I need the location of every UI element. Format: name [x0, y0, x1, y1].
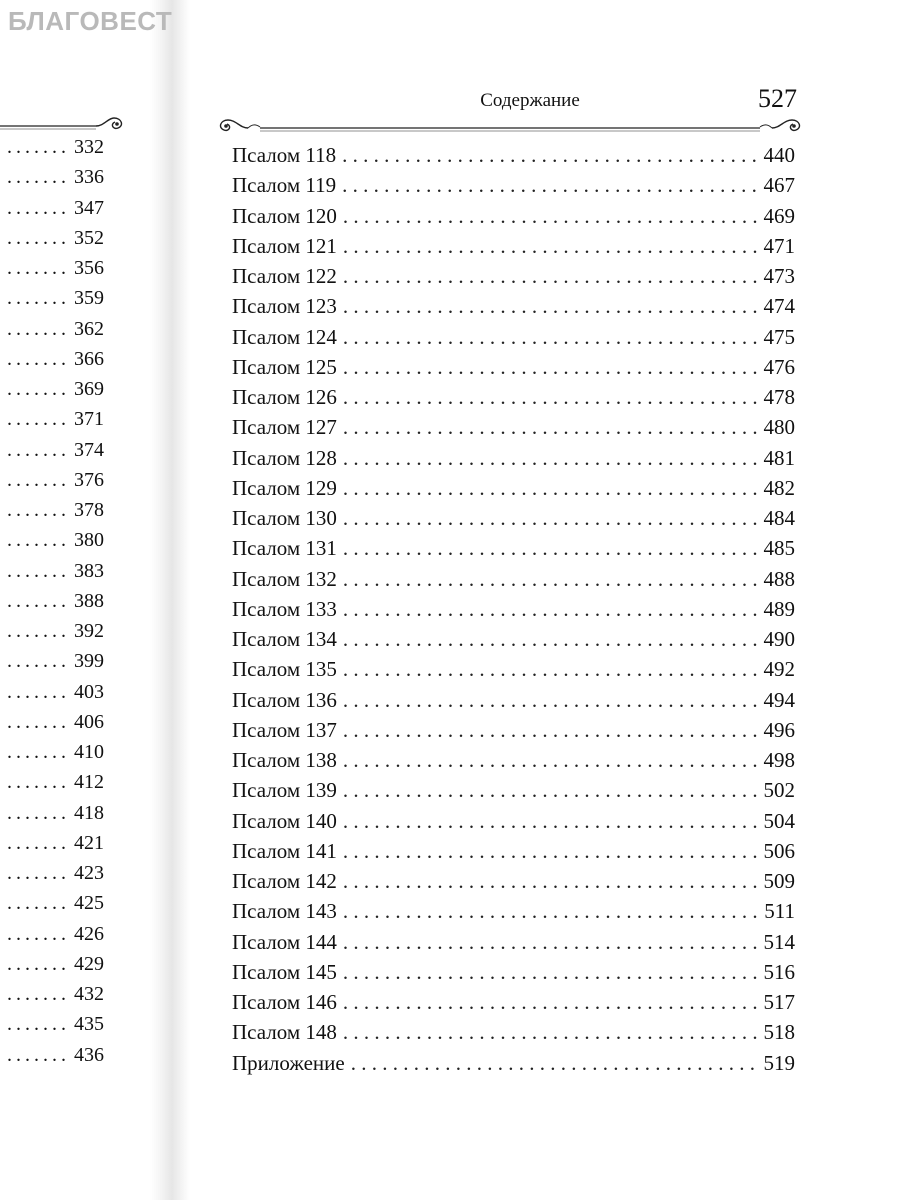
toc-entry-title: Псалом 131	[232, 536, 337, 561]
left-toc-page-number: 436	[74, 1043, 104, 1066]
toc-entry	[232, 745, 795, 775]
toc-entry	[232, 927, 795, 957]
toc-entry-page: 504	[763, 808, 795, 833]
left-toc-page-number: 423	[74, 862, 104, 884]
toc-entry-title: Псалом 119	[232, 173, 337, 198]
left-toc-page-number: 378	[74, 499, 104, 521]
dot-leader	[342, 170, 759, 200]
toc-entry-title: Псалом 136	[232, 687, 337, 712]
toc-entry-title: Псалом 134	[232, 627, 337, 651]
toc-entry	[232, 775, 795, 805]
toc-entry-title: Псалом 142	[232, 869, 337, 893]
toc-entry-page: 506	[763, 838, 795, 863]
toc-entry-title: Псалом 135	[232, 657, 337, 682]
dot-leader: .......	[7, 862, 70, 884]
toc-entry	[232, 1048, 795, 1078]
toc-entry	[232, 896, 795, 926]
toc-entry-title: Псалом 137	[232, 717, 337, 742]
toc-entry	[232, 594, 795, 624]
dot-leader: .......	[7, 438, 70, 461]
toc-entry	[232, 352, 795, 382]
page-number: 527	[758, 84, 797, 113]
left-toc-page-number: 366	[74, 347, 104, 370]
toc-entry-page: 484	[763, 506, 795, 530]
left-toc-entry	[0, 344, 104, 374]
toc-entry-page: 496	[763, 717, 795, 742]
toc-entry	[232, 261, 795, 291]
dot-leader: .......	[7, 983, 70, 1005]
left-toc-page-number: 356	[74, 257, 104, 279]
left-toc-page-number: 374	[74, 438, 104, 461]
toc-entry-title: Псалом 127	[232, 415, 337, 440]
dot-leader: .......	[7, 559, 70, 582]
left-toc-page-number: 352	[74, 226, 104, 249]
toc-entry	[232, 503, 795, 533]
left-toc-entry	[0, 737, 104, 767]
toc-entry	[232, 957, 795, 987]
toc-entry	[232, 322, 795, 352]
left-toc-page-number: 412	[74, 771, 104, 794]
dot-leader: .......	[7, 892, 70, 915]
left-toc-page-number: 383	[74, 559, 104, 582]
dot-leader	[343, 564, 760, 594]
toc-entry-page: 467	[763, 173, 795, 198]
left-toc-page-number: 336	[74, 166, 104, 189]
left-toc-entry	[0, 767, 104, 797]
toc-entry-page: 492	[763, 657, 795, 682]
left-toc-page-number: 432	[74, 983, 104, 1005]
dot-leader: .......	[7, 922, 70, 945]
toc-entry-page: 518	[763, 1020, 795, 1045]
dot-leader	[343, 231, 760, 261]
dot-leader: .......	[7, 166, 70, 189]
dot-leader	[343, 806, 760, 836]
left-toc-entry	[0, 828, 104, 858]
dot-leader: .......	[7, 771, 70, 794]
dot-leader	[351, 1048, 760, 1078]
toc-entry	[232, 987, 795, 1017]
dot-leader	[343, 957, 760, 987]
dot-leader: .......	[7, 468, 70, 491]
dot-leader	[343, 866, 760, 896]
left-toc-page-number: 388	[74, 589, 104, 612]
dot-leader: .......	[7, 1043, 70, 1066]
toc-entry-title: Псалом 133	[232, 596, 337, 621]
toc-entry	[232, 685, 795, 715]
dot-leader	[343, 412, 760, 442]
left-toc-page-number: 421	[74, 831, 104, 854]
left-toc-entry	[0, 374, 104, 404]
left-toc-entry	[0, 979, 104, 1009]
toc-entry-title: Псалом 139	[232, 778, 337, 803]
left-toc-entry	[0, 404, 104, 434]
left-toc-entry	[0, 556, 104, 586]
toc-entry-page: 489	[763, 596, 795, 621]
toc-entry	[232, 473, 795, 503]
dot-leader: .......	[7, 952, 70, 975]
dot-leader: .......	[7, 589, 70, 612]
dot-leader: .......	[7, 287, 70, 310]
dot-leader: .......	[7, 529, 70, 552]
left-toc-page-number: 359	[74, 287, 104, 310]
left-toc-page-number: 410	[74, 741, 104, 763]
left-toc-page-number: 426	[74, 922, 104, 945]
dot-leader: .......	[7, 317, 70, 340]
dot-leader	[343, 896, 760, 926]
toc-entry-title: Псалом 141	[232, 838, 337, 863]
toc-entry-page: 478	[763, 385, 795, 409]
toc-entry-title: Псалом 130	[232, 506, 337, 530]
toc-entry	[232, 382, 795, 412]
dot-leader	[343, 201, 760, 231]
dot-leader: .......	[7, 710, 70, 733]
toc-entry-page: 517	[763, 990, 795, 1014]
toc-entry-title: Псалом 121	[232, 233, 337, 258]
toc-entry-page: 480	[763, 415, 795, 440]
toc-entry-page: 494	[763, 687, 795, 712]
dot-leader	[343, 291, 760, 321]
dot-leader: .......	[7, 741, 70, 763]
left-toc-page-number: 380	[74, 529, 104, 552]
toc-entry	[232, 715, 795, 745]
toc-entry-title: Псалом 123	[232, 294, 337, 319]
dot-leader	[343, 624, 760, 654]
dot-leader: .......	[7, 801, 70, 824]
left-toc-page-number: 362	[74, 317, 104, 340]
toc-entry-title: Приложение	[232, 1050, 345, 1075]
left-toc-entry	[0, 435, 104, 465]
left-page	[0, 0, 150, 1200]
toc-entry-page: 516	[763, 959, 795, 984]
toc-entry-page: 481	[763, 445, 795, 470]
left-toc-entry	[0, 253, 104, 283]
dot-leader	[343, 533, 760, 563]
toc-entry	[232, 564, 795, 594]
left-page-number-list	[0, 132, 104, 1070]
left-toc-page-number: 347	[74, 196, 104, 219]
dot-leader	[343, 322, 760, 352]
left-toc-entry	[0, 193, 104, 223]
left-toc-entry	[0, 1040, 104, 1070]
toc-entry-title: Псалом 144	[232, 929, 337, 954]
left-toc-page-number: 371	[74, 408, 104, 431]
left-toc-entry	[0, 132, 104, 162]
dot-leader	[343, 352, 760, 382]
toc-entry	[232, 231, 795, 261]
dot-leader	[343, 927, 760, 957]
left-toc-entry	[0, 646, 104, 676]
toc-entry	[232, 806, 795, 836]
toc-entry-page: 473	[763, 264, 795, 288]
toc-entry	[232, 1017, 795, 1047]
dot-leader: .......	[7, 1013, 70, 1036]
left-toc-entry	[0, 314, 104, 344]
left-toc-entry	[0, 949, 104, 979]
left-toc-page-number: 376	[74, 468, 104, 491]
dot-leader: .......	[7, 378, 70, 400]
left-toc-entry	[0, 1009, 104, 1039]
toc-entry-title: Псалом 138	[232, 748, 337, 772]
right-page	[190, 0, 900, 1200]
toc-entry-title: Псалом 143	[232, 899, 337, 924]
left-toc-entry	[0, 919, 104, 949]
toc-entry-page: 471	[763, 233, 795, 258]
toc-entry	[232, 170, 795, 200]
toc-entry	[232, 866, 795, 896]
toc-entry-title: Псалом 140	[232, 808, 337, 833]
running-title: Содержание	[480, 90, 580, 111]
toc-entry-page: 502	[763, 778, 795, 803]
dot-leader	[343, 654, 760, 684]
dot-leader	[343, 836, 760, 866]
left-toc-page-number: 332	[74, 136, 104, 158]
left-toc-entry	[0, 798, 104, 828]
toc-entry-page: 482	[763, 475, 795, 500]
dot-leader: .......	[7, 226, 70, 249]
toc-entry-title: Псалом 126	[232, 385, 337, 409]
left-toc-page-number: 429	[74, 952, 104, 975]
toc-entry-page: 488	[763, 566, 795, 591]
toc-entry-title: Псалом 145	[232, 959, 337, 984]
table-of-contents	[232, 140, 795, 1078]
toc-entry	[232, 624, 795, 654]
dot-leader: .......	[7, 680, 70, 703]
toc-entry-title: Псалом 148	[232, 1020, 337, 1045]
left-toc-entry	[0, 858, 104, 888]
dot-leader	[343, 503, 760, 533]
toc-entry-page: 485	[763, 536, 795, 561]
dot-leader	[343, 443, 760, 473]
dot-leader: .......	[7, 196, 70, 219]
dot-leader: .......	[7, 347, 70, 370]
toc-entry-page: 469	[763, 203, 795, 228]
dot-leader	[343, 261, 760, 291]
dot-leader	[343, 685, 760, 715]
dot-leader	[343, 1017, 760, 1047]
book-gutter	[150, 0, 190, 1200]
left-toc-page-number: 403	[74, 680, 104, 703]
toc-entry	[232, 443, 795, 473]
toc-entry-title: Псалом 132	[232, 566, 337, 591]
toc-entry-title: Псалом 122	[232, 264, 337, 288]
toc-entry-page: 475	[763, 324, 795, 349]
left-toc-page-number: 406	[74, 710, 104, 733]
toc-entry-page: 474	[763, 294, 795, 319]
dot-leader	[343, 594, 760, 624]
header-ornament-rule-icon	[210, 110, 810, 138]
toc-entry	[232, 533, 795, 563]
toc-entry-page: 490	[763, 627, 795, 651]
dot-leader: .......	[7, 136, 70, 158]
left-toc-page-number: 369	[74, 378, 104, 400]
dot-leader: .......	[7, 257, 70, 279]
left-toc-entry	[0, 283, 104, 313]
toc-entry-page: 509	[763, 869, 795, 893]
toc-entry	[232, 412, 795, 442]
left-toc-entry	[0, 586, 104, 616]
toc-entry-title: Псалом 125	[232, 354, 337, 379]
toc-entry-title: Псалом 120	[232, 203, 337, 228]
left-toc-page-number: 425	[74, 892, 104, 915]
left-toc-entry	[0, 495, 104, 525]
toc-entry-title: Псалом 146	[232, 990, 337, 1014]
left-toc-entry	[0, 707, 104, 737]
left-toc-entry	[0, 616, 104, 646]
left-toc-entry	[0, 465, 104, 495]
ornament-swirl-icon	[0, 110, 130, 134]
left-toc-entry	[0, 677, 104, 707]
toc-entry	[232, 201, 795, 231]
dot-leader	[343, 987, 760, 1017]
dot-leader	[343, 775, 760, 805]
left-toc-page-number: 435	[74, 1013, 104, 1036]
toc-entry-page: 498	[763, 748, 795, 772]
left-toc-entry	[0, 888, 104, 918]
left-toc-entry	[0, 525, 104, 555]
dot-leader: .......	[7, 620, 70, 642]
dot-leader	[342, 140, 759, 170]
dot-leader: .......	[7, 650, 70, 673]
left-toc-page-number: 392	[74, 620, 104, 642]
dot-leader	[343, 715, 760, 745]
left-toc-page-number: 399	[74, 650, 104, 673]
toc-entry	[232, 291, 795, 321]
dot-leader: .......	[7, 408, 70, 431]
dot-leader: .......	[7, 499, 70, 521]
toc-entry	[232, 836, 795, 866]
toc-entry-title: Псалом 128	[232, 445, 337, 470]
toc-entry-page: 519	[763, 1050, 795, 1075]
dot-leader	[343, 382, 760, 412]
toc-entry-title: Псалом 118	[232, 143, 337, 167]
dot-leader	[343, 473, 760, 503]
toc-entry	[232, 654, 795, 684]
toc-entry-title: Псалом 129	[232, 475, 337, 500]
toc-entry-page: 476	[763, 354, 795, 379]
toc-entry-page: 511	[764, 899, 795, 924]
left-toc-entry	[0, 162, 104, 192]
toc-entry	[232, 140, 795, 170]
left-toc-entry	[0, 223, 104, 253]
toc-entry-page: 514	[763, 929, 795, 954]
watermark: БЛАГОВЕСТ	[8, 6, 173, 36]
toc-entry-page: 440	[763, 143, 795, 167]
left-toc-page-number: 418	[74, 801, 104, 824]
dot-leader: .......	[7, 831, 70, 854]
dot-leader	[343, 745, 760, 775]
toc-entry-title: Псалом 124	[232, 324, 337, 349]
